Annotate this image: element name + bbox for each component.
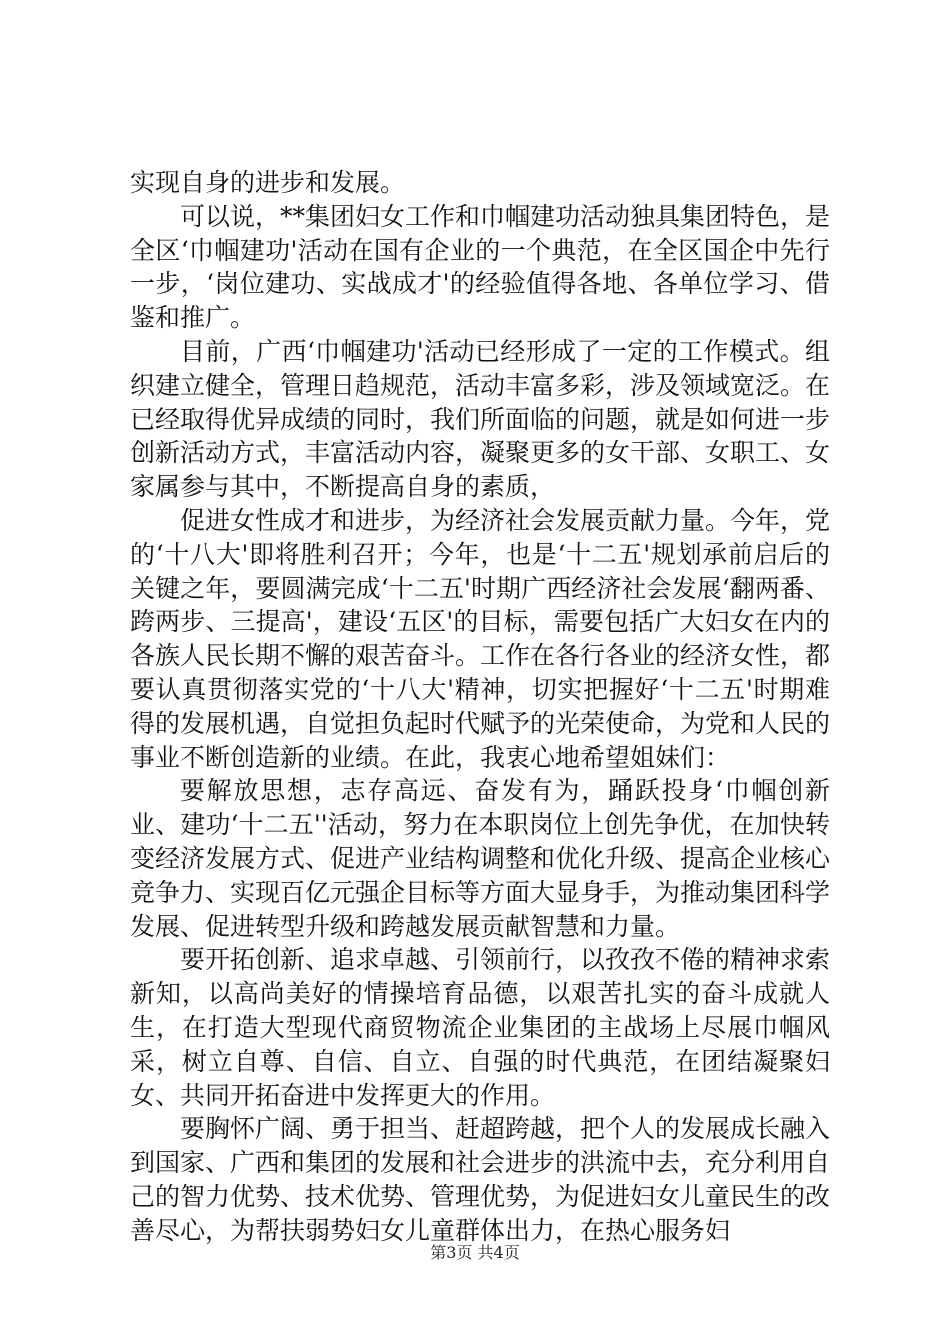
paragraph-4: 促进女性成才和进步，为经济社会发展贡献力量。今年，党的‘十八大'即将胜利召开；今年，也是‘十二五'规划承前启后的关键之年，要圆满完成‘十二五'时期广西经济社会发展‘翻两番、跨两步、三提高'，建设‘五区'的目标，需要包括广大妇女在内的各族人民长期不懈的艰苦奋斗。工作在各行各业的经济女性，都要认真贯彻落实党的‘十八大'精神，切实把握好‘十二五'时期难得的发展机遇，自觉担负起时代赋予的光荣使命，为党和人民的事业不断创造新的业绩。在此，我衷心地希望姐妹们： — [130, 505, 831, 772]
paragraph-2: 可以说，**集团妇女工作和巾帼建功活动独具集团特色，是全区‘巾帼建功'活动在国有企业的一个典范，在全区国企中先行一步，‘岗位建功、实战成才'的经验值得各地、各单位学习、借鉴和推广。 — [130, 201, 831, 333]
body-text — [130, 166, 830, 1248]
paragraph-7: 要胸怀广阔、勇于担当、赶超跨越，把个人的发展成长融入到国家、广西和集团的发展和社会进步的洪流中去，充分利用自己的智力优势、技术优势、管理优势，为促进妇女儿童民生的改善尽心，为帮扶弱势妇女儿童群体出力，在热心服务妇 — [130, 1114, 831, 1245]
paragraph-6: 要开拓创新、追求卓越、引领前行，以孜孜不倦的精神求索新知，以高尚美好的情操培育品德，以艰苦扎实的奋斗成就人生，在打造大型现代商贸物流企业集团的主战场上尽展巾帼风采，树立自尊、自信、自立、自强的时代典范，在团结凝聚妇女、共同开拓奋进中发挥更大的作用。 — [130, 945, 831, 1110]
paragraph-5: 要解放思想，志存高远、奋发有为，踊跃投身‘巾帼创新业、建功‘十二五''活动，努力在本职岗位上创先争优，在加快转变经济发展方式、促进产业结构调整和优化升级、提高企业核心竞争力、实现百亿元强企目标等方面大显身手，为推动集团科学发展、促进转型升级和跨越发展贡献智慧和力量。 — [130, 776, 831, 941]
paragraph-3: 目前，广西‘巾帼建功'活动已经形成了一定的工作模式。组织建立健全，管理日趋规范，活动丰富多彩，涉及领域宽泛。在已经取得优异成绩的同时，我们所面临的问题，就是如何进一步创新活动方式，丰富活动内容，凝聚更多的女干部、女职工、女家属参与其中，不断提高自身的素质， — [130, 336, 831, 502]
page-footer: 第3页 共4页 — [430, 1243, 520, 1262]
paragraph-1: 实现自身的进步和发展。 — [130, 168, 406, 197]
